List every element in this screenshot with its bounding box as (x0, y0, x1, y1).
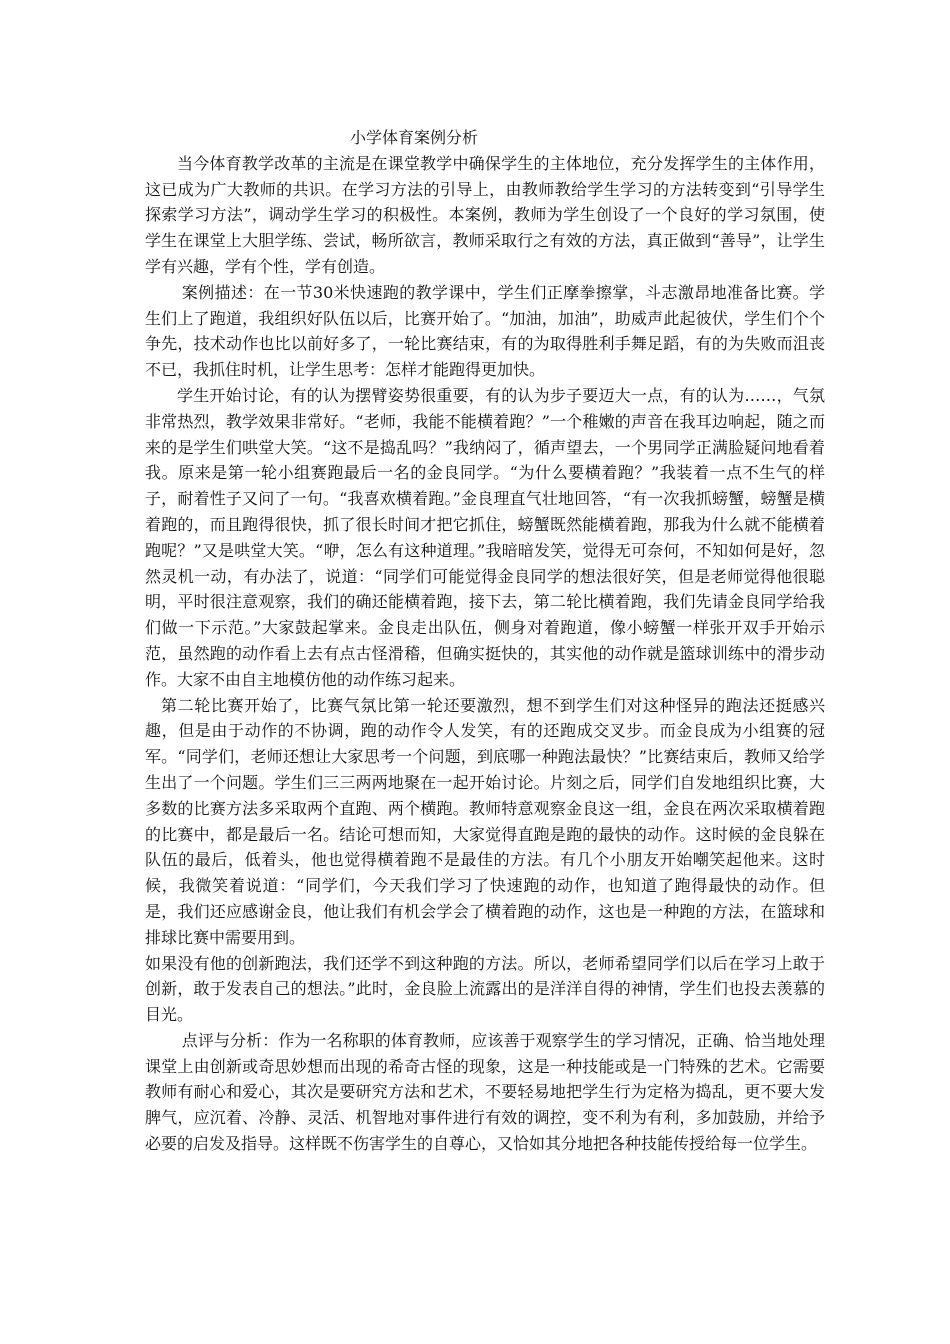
paragraph-second-round: 第二轮比赛开始了，比赛气氛比第一轮还要激烈，想不到学生们对这种怪异的跑法还挺感兴趣，但是由于动作的不协调，跑的动作令人发笑，有的还跑成交叉步。而金良成为小组赛的冠军。“同学们，老师还想让大家思考一个问题，到底哪一种跑法最快？”比赛结束后，教师又给学生出了一个问题。学生们三三两两地聚在一起开始讨论。片刻之后，同学们自发地组织比赛，大多数的比赛方法多采取两个直跑、两个横跑。教师特意观察金良这一组，金良在两次采取横着跑的比赛中，都是最后一名。结论可想而知，大家觉得直跑是跑的最快的动作。这时候的金良躲在队伍的最后，低着头，他也觉得横着跑不是最佳的方法。有几个小朋友开始嘲笑起他来。这时候，我微笑着说道：“同学们，今天我们学习了快速跑的动作，也知道了跑得最快的动作。但是，我们还应感谢金良，他让我们有机会学会了横着跑的动作，这也是一种跑的方法，在篮球和排球比赛中需要用到。 (145, 695, 825, 947)
paragraph-case-description: 案例描述：在一节30米快速跑的教学课中，学生们正摩拳擦掌，斗志激昂地准备比赛。学生们上了跑道，我组织好队伍以后，比赛开始了。“加油，加油”，助威声此起彼伏，学生们个个争先，技术动作也比以前好多了，一轮比赛结束，有的为取得胜利手舞足蹈，有的为失败而沮丧不已，我抓住时机，让学生思考：怎样才能跑得更加快。 (145, 282, 825, 380)
paragraph-commentary: 点评与分析：作为一名称职的体育教师，应该善于观察学生的学习情况，正确、恰当地处理课堂上由创新或奇思妙想而出现的希奇古怪的现象，这是一种技能或是一门特殊的艺术。它需要教师有耐心和爱心，其次是要研究方法和艺术，不要轻易地把学生行为定格为捣乱，更不要大发脾气，应沉着、冷静、灵活、机智地对事件进行有效的调控，变不利为有利，多加鼓励，并给予必要的启发及指导。这样既不伤害学生的自尊心，又恰如其分地把各种技能传授给每一位学生。 (145, 1030, 825, 1154)
paragraph-conclusion: 如果没有他的创新跑法，我们还学不到这种跑的方法。所以，老师希望同学们以后在学习上敢于创新，敢于发表自己的想法。”此时，金良脸上流露出的是洋洋自得的神情，学生们也投去羡慕的目光。 (145, 953, 825, 1025)
document-title: 小学体育案例分析 (350, 128, 479, 147)
document-body (145, 125, 825, 1157)
paragraph-intro: 当今体育教学改革的主流是在课堂教学中确保学生的主体地位，充分发挥学生的主体作用，这已成为广大教师的共识。在学习方法的引导上，由教师教给学生学习的方法转变到“引导学生探索学习方法”，调动学生学习的积极性。本案例，教师为学生创设了一个良好的学习氛围，使学生在课堂上大胆学练、尝试，畅所欲言，教师采取行之有效的方法，真正做到“善导”，让学生学有兴趣，学有个性，学有创造。 (145, 153, 825, 276)
paragraph-discussion: 学生开始讨论，有的认为摆臂姿势很重要，有的认为步子要迈大一点，有的认为……，气氛非常热烈，教学效果非常好。“老师，我能不能横着跑？”一个稚嫩的声音在我耳边响起，随之而来的是学生们哄堂大笑。“这不是捣乱吗？”我纳闷了，循声望去，一个男同学正满脸疑问地看着我。原来是第一轮小组赛跑最后一名的金良同学。“为什么要横着跑？”我装着一点不生气的样子，耐着性子又问了一句。“我喜欢横着跑。”金良理直气壮地回答，“有一次我抓螃蟹，螃蟹是横着跑的，而且跑得很快，抓了很长时间才把它抓住，螃蟹既然能横着跑，那我为什么就不能横着跑呢？”又是哄堂大笑。“咿，怎么有这种道理。”我暗暗发笑，觉得无可奈何，不知如何是好，忽然灵机一动，有办法了，说道：“同学们可能觉得金良同学的想法很好笑，但是老师觉得他很聪明，平时很注意观察，我们的确还能横着跑，接下去，第二轮比横着跑，我们先请金良同学给我们做一下示范。”大家鼓起掌来。金良走出队伍，侧身对着跑道，像小螃蟹一样张开双手开始示范，虽然跑的动作看上去有点古怪滑稽，但确实挺快的，其实他的动作就是篮球训练中的滑步动作。大家不由自主地模仿他的动作练习起来。 (145, 385, 825, 689)
